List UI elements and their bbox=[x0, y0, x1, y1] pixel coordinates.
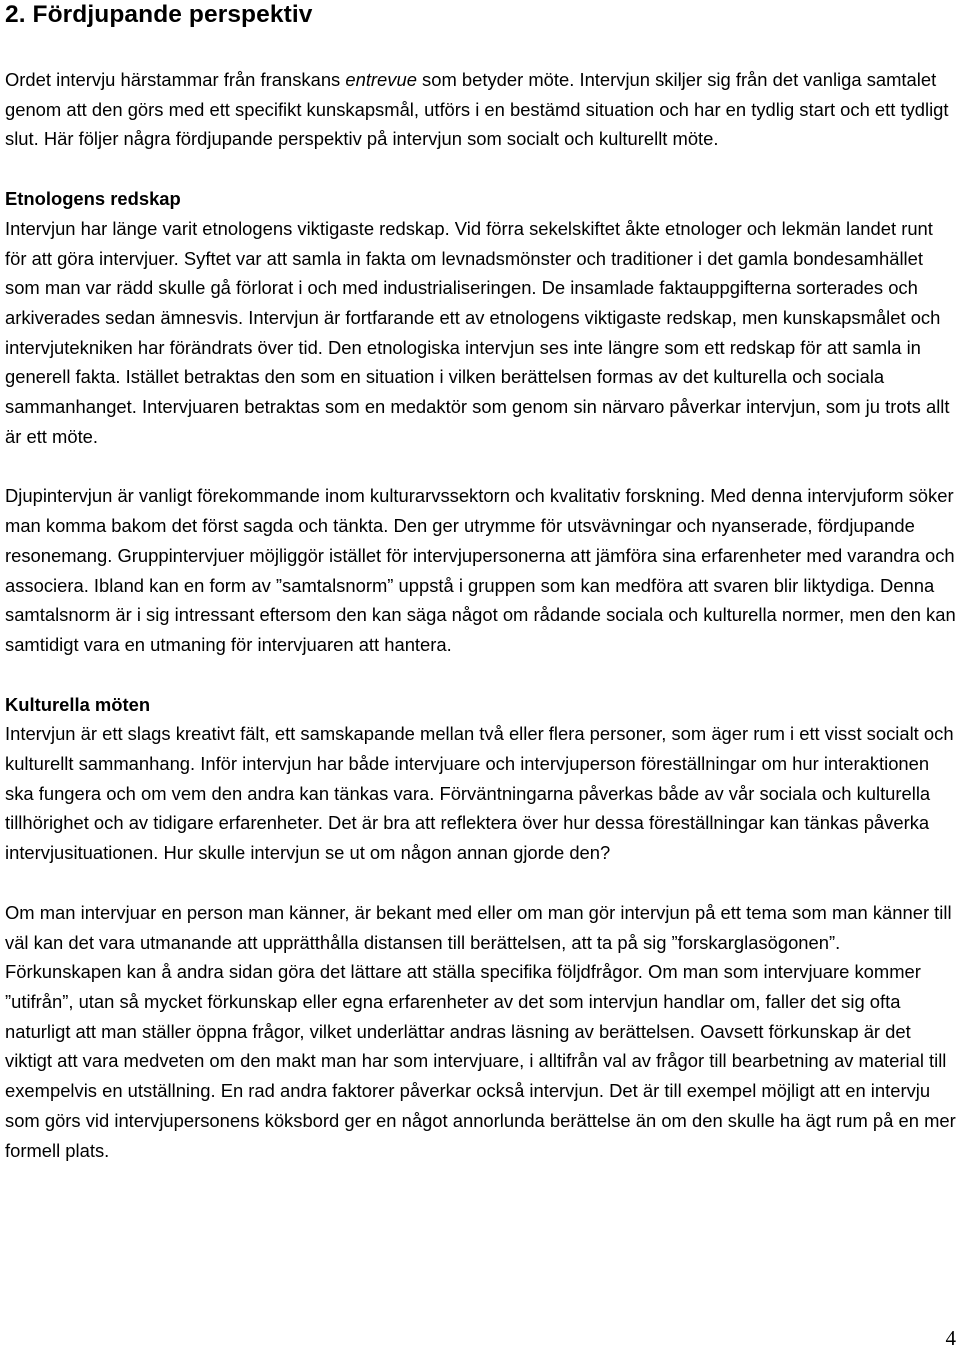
section-heading-etnologens-redskap: Etnologens redskap bbox=[5, 188, 181, 210]
etnologens-redskap-paragraph: Intervjun har länge varit etnologens viktigaste redskap. Vid förra sekelskiftet åkte etnologer och lekmän landet runt för att göra intervjuer. Syftet var att samla in fakta om levnadsmönster och traditioner i det gamla bondesamhället som man var rädd skulle gå förlorat i och med industrialiseringen. De insamlade faktauppgifterna sorterades och arkiverades sedan ämnesvis. Intervjun är fortfarande ett av etnologens viktigaste redskap, men kunskapsmålet och intervjutekniken har förändrats över tid. Den etnologiska intervjun ses inte längre som ett redskap för att samla in generell fakta. Istället betraktas den som en situation i vilken berättelsen formas av det kulturella och sociala sammanhanget. Intervjuaren betraktas som en medaktör som genom sin närvaro påverkar intervjun, som ju trots allt är ett möte. bbox=[5, 217, 950, 447]
section-heading-kulturella-moten: Kulturella möten bbox=[5, 693, 151, 715]
document-page bbox=[5, 0, 957, 1165]
page-number: 4 bbox=[945, 1326, 956, 1350]
intro-emphasis: entrevue bbox=[345, 69, 417, 90]
kulturella-moten-paragraph: Intervjun är ett slags kreativt fält, ett samskapande mellan två eller flera personer, som äger rum i ett visst socialt och kulturellt sammanhang. Inför intervjun har både intervjuare och intervjuperson föreställningar om hur interaktionen ska fungera och om vem den andra kan tänkas vara. Förväntningarna påverkas både av vår sociala och kulturella tillhörighet och av tidigare erfarenheter. Det är bra att reflektera över hur dessa föreställningar kan tänkas påverka intervjusituationen. Hur skulle intervjun se ut om någon annan gjorde den? bbox=[5, 723, 954, 864]
forkunskap-paragraph: Om man intervjuar en person man känner, är bekant med eller om man gör intervjun på ett tema som man känner till väl kan det vara utmanande att upprätthålla distansen till berättelsen, att ta på sig ”forskarglasögonen”. Förkunskapen kan å andra sidan göra det lättare att ställa specifika följdfrågor. Om man som intervjuare kommer ”utifrån”, utan så mycket förkunskap eller egna erfarenheter av det som intervjun handlar om, faller det sig ofta naturligt att man ställer öppna frågor, vilket underlättar andras läsning av berättelsen. Oavsett förkunskap är det viktigt att vara medveten om den makt man har som intervjuare, i alltifrån val av frågor till bearbetning av material till exempelvis en utställning. En rad andra faktorer påverkar också intervjun. Det är till exempel möjligt att en intervju som görs vid intervjupersonens köksbord ger en något annorlunda berättelse än om den skulle ha ägt rum på en mer formell plats. bbox=[5, 901, 956, 1161]
intro-text-end: som betyder möte. Intervjun skiljer sig från det vanliga samtalet genom att den görs med ett specifikt kunskapsmål, utförs i en bestämd situation och har en tydlig start och ett tydligt slut. Här följer några fördjupande perspektiv på intervjun som socialt och kulturellt möte. bbox=[5, 69, 949, 150]
djupintervju-paragraph: Djupintervjun är vanligt förekommande inom kulturarvssektorn och kvalitativ forskning. Med denna intervjuform söker man komma bakom det först sagda och tänkta. Den ger utrymme för utsvävningar och nyanserade, fördjupande resonemang. Gruppintervjuer möjliggör istället för intervjupersonerna att jämföra sina erfarenheter med varandra och associera. Ibland kan en form av ”samtalsnorm” uppstå i gruppen som kan medföra att svaren blir liktydiga. Denna samtalsnorm är i sig intressant eftersom den kan säga något om rådande sociala och kulturella normer, men den kan samtidigt vara en utmaning för intervjuaren att hantera. bbox=[5, 485, 956, 655]
intro-paragraph bbox=[5, 65, 957, 154]
intro-text-start: Ordet intervju härstammar från franskans bbox=[5, 69, 346, 90]
page-title: 2. Fördjupande perspektiv bbox=[5, 1, 313, 28]
